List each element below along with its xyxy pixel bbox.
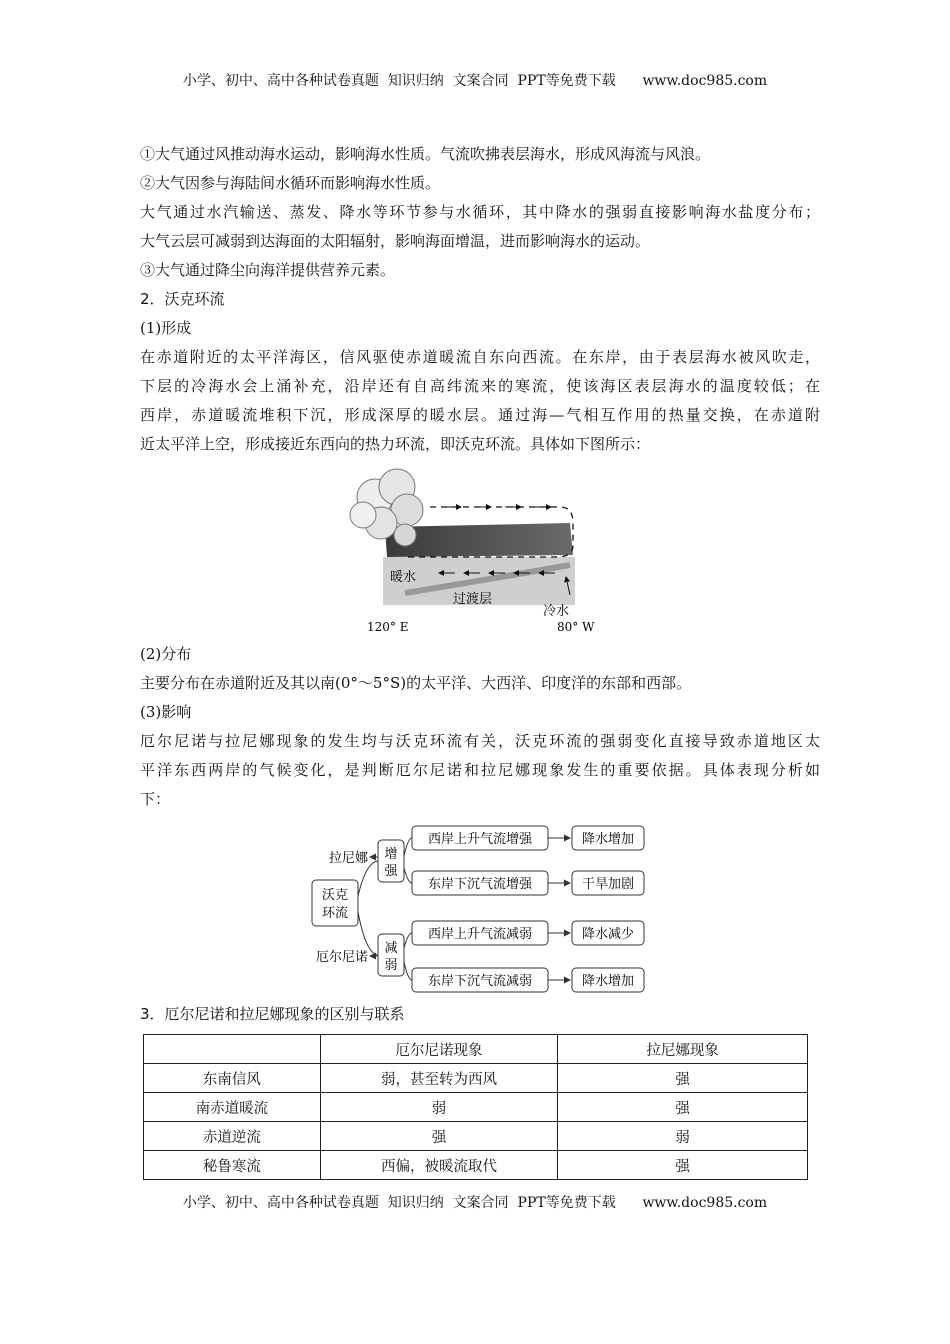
table-cell: 赤道逆流 — [144, 1122, 321, 1151]
section-2-title: 2．沃克环流 — [140, 290, 225, 308]
table-row — [144, 1093, 808, 1122]
walker-circulation-figure — [345, 465, 610, 635]
longitude-west-label: 120° E — [367, 620, 409, 634]
table-header — [144, 1035, 321, 1064]
table-row — [144, 1151, 808, 1180]
formation-line-3: 西岸，赤道暖流堆积下沉，形成深厚的暖水层。通过海—气相互作用的热量交换，在赤道附 — [140, 406, 820, 424]
distribution-impact-block — [140, 640, 820, 814]
section-2-sub-formation: (1)形成 — [140, 319, 192, 337]
walker-source-line-1: 沃克 — [321, 888, 349, 903]
el-nino-label: 厄尔尼诺 — [315, 950, 368, 965]
table-header-row — [144, 1035, 808, 1064]
table-cell: 南赤道暖流 — [144, 1093, 321, 1122]
table-row — [144, 1064, 808, 1093]
connector-source-weaken — [358, 912, 378, 955]
transition-layer-label: 过渡层 — [453, 592, 493, 607]
impact-line-3: 下： — [140, 790, 171, 808]
table-cell: 秘鲁寒流 — [144, 1151, 321, 1180]
section-3-title: 3．厄尔尼诺和拉尼娜现象的区别与联系 — [140, 1005, 405, 1023]
walker-source-line-2: 环流 — [321, 906, 349, 921]
strengthen-west-result: 降水增加 — [581, 832, 635, 847]
table-header: 厄尔尼诺现象 — [320, 1035, 558, 1064]
impact-line-2: 平洋东西两岸的气候变化，是判断厄尔尼诺和拉尼娜现象发生的重要依据。具体表现分析如 — [140, 761, 820, 779]
weaken-west-text: 西岸上升气流减弱 — [427, 927, 533, 942]
intro-block — [140, 140, 820, 459]
intro-line-1: ①大气通过风推动海水运动，影响海水性质。气流吹拂表层海水，形成风海流与风浪。 — [140, 145, 711, 163]
table-cell: 弱 — [558, 1122, 808, 1151]
comparison-table — [143, 1034, 808, 1180]
intro-line-4: 大气云层可减弱到达海面的太阳辐射，影响海面增温，进而影响海水的运动。 — [140, 232, 651, 250]
cloud-icon — [350, 469, 423, 546]
table-cell: 弱 — [320, 1093, 558, 1122]
intro-line-5: ③大气通过降尘向海洋提供营养元素。 — [140, 261, 396, 279]
warm-water-label: 暖水 — [390, 570, 417, 585]
section-2-sub-distribution: (2)分布 — [140, 645, 192, 663]
cold-water-label: 冷水 — [543, 604, 570, 619]
strengthen-west-text: 西岸上升气流增强 — [427, 832, 533, 847]
connector-strengthen-west — [404, 838, 412, 856]
intro-line-2: ②大气因参与海陆间水循环而影响海水性质。 — [140, 174, 441, 192]
weaken-label-1: 减 — [384, 941, 398, 956]
weaken-east-result: 降水增加 — [581, 974, 635, 989]
strengthen-label-1: 增 — [384, 847, 398, 862]
table-cell: 西偏，被暖流取代 — [320, 1151, 558, 1180]
section-2-sub-impact: (3)影响 — [140, 703, 192, 721]
connector-weaken-east — [404, 962, 412, 980]
weaken-label-2: 弱 — [384, 958, 398, 973]
page-header: 小学、初中、高中各种试卷真题 知识归纳 文案合同 PPT等免费下载 www.doc985.com — [182, 73, 768, 89]
la-nina-label: 拉尼娜 — [328, 851, 368, 866]
connector-strengthen-east — [404, 868, 412, 883]
formation-line-1: 在赤道附近的太平洋海区，信风驱使赤道暖流自东向西流。在东岸，由于表层海水被风吹走， — [140, 348, 820, 366]
connector-source-strengthen — [358, 861, 378, 896]
page-footer: 小学、初中、高中各种试卷真题 知识归纳 文案合同 PPT等免费下载 www.doc985.com — [182, 1195, 768, 1211]
strengthen-label-2: 强 — [384, 864, 398, 879]
intro-line-3: 大气通过水汽输送、蒸发、降水等环节参与水循环，其中降水的强弱直接影响海水盐度分布； — [140, 203, 820, 221]
weaken-east-text: 东岸下沉气流减弱 — [427, 974, 533, 989]
table-cell: 强 — [558, 1064, 808, 1093]
table-cell: 弱，甚至转为西风 — [320, 1064, 558, 1093]
table-row — [144, 1122, 808, 1151]
longitude-east-label: 80° W — [557, 620, 595, 634]
formation-line-2: 下层的冷海水会上涌补充，沿岸还有自高纬流来的寒流，使该海区表层海水的温度较低；在 — [140, 377, 820, 395]
table-header: 拉尼娜现象 — [558, 1035, 808, 1064]
formation-line-4: 近太平洋上空，形成接近东西向的热力环流，即沃克环流。具体如下图所示： — [140, 435, 651, 453]
table-cell: 强 — [320, 1122, 558, 1151]
impact-line-1: 厄尔尼诺与拉尼娜现象的发生均与沃克环流有关，沃克环流的强弱变化直接导致赤道地区太 — [140, 732, 820, 750]
walker-effect-flowchart — [300, 822, 660, 994]
table-cell: 东南信风 — [144, 1064, 321, 1093]
strengthen-east-result: 干旱加剧 — [581, 877, 635, 892]
table-cell: 强 — [558, 1093, 808, 1122]
strengthen-east-text: 东岸下沉气流增强 — [427, 877, 533, 892]
distribution-text: 主要分布在赤道附近及其以南(0°～5°S)的太平洋、大西洋、印度洋的东部和西部。 — [140, 674, 692, 692]
weaken-west-result: 降水减少 — [581, 927, 635, 942]
table-cell: 强 — [558, 1151, 808, 1180]
connector-weaken-west — [404, 933, 412, 948]
